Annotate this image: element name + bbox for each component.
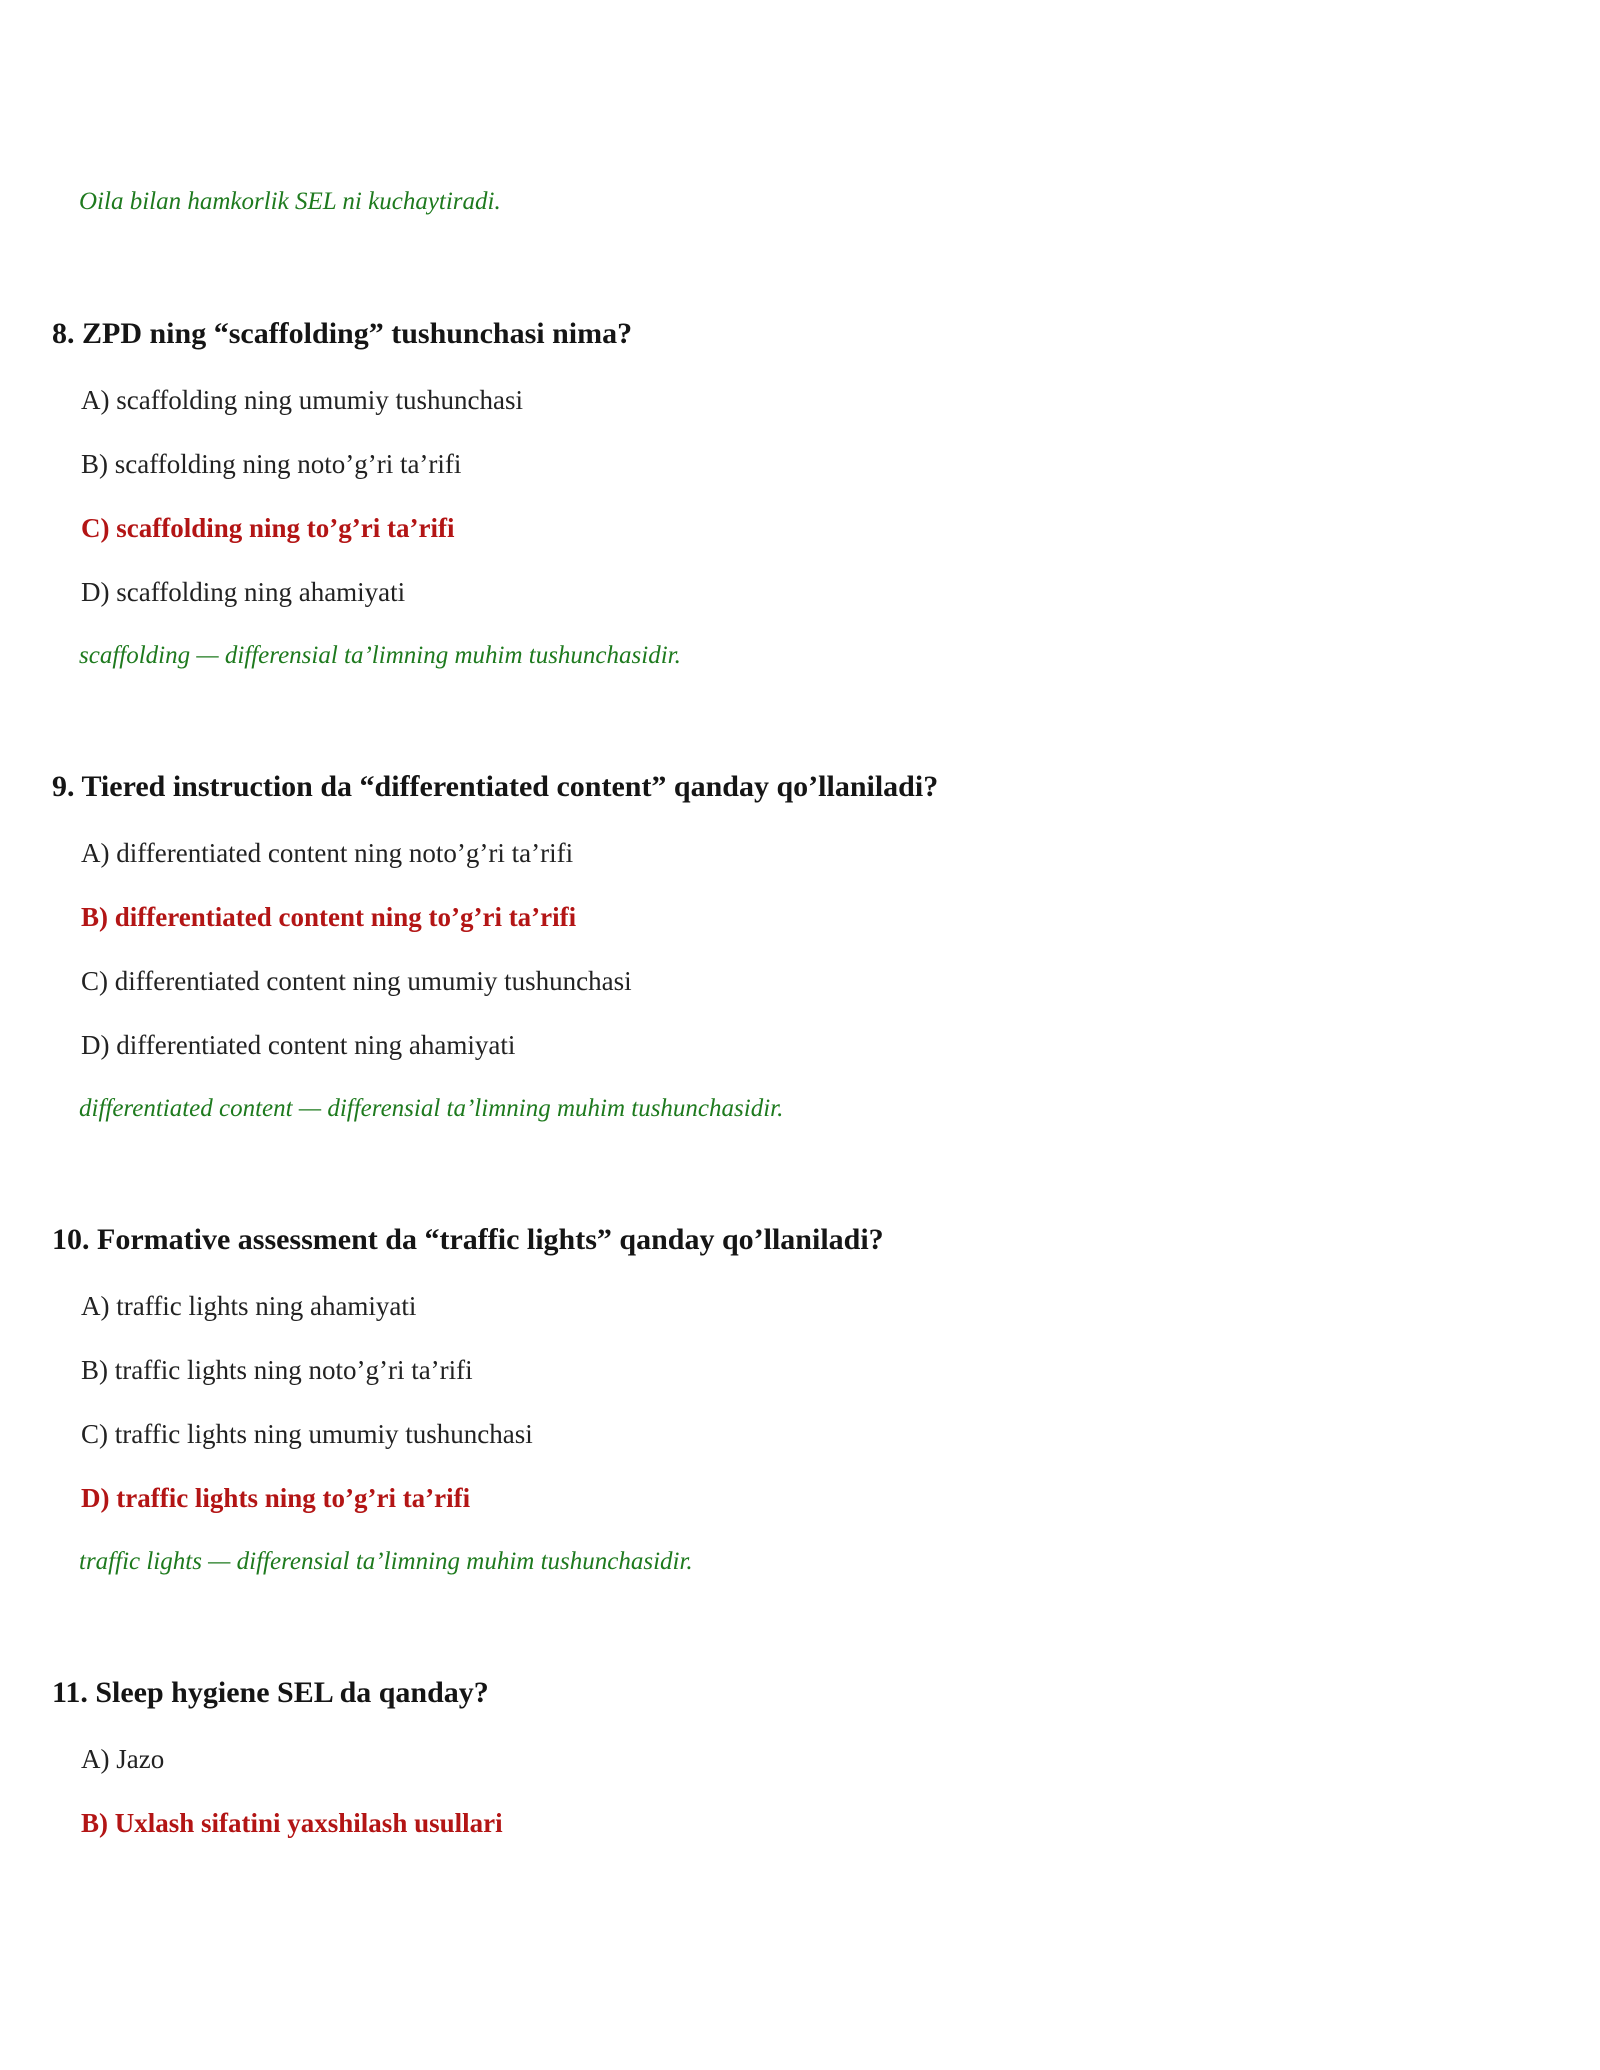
question-9-option-a: A) differentiated content ning noto’g’ri ta’rifi xyxy=(81,838,574,868)
question-8-option-d: D) scaffolding ning ahamiyati xyxy=(81,577,406,607)
question-11-title: 11. Sleep hygiene SEL da qanday? xyxy=(52,1676,489,1709)
question-10-option-b: B) traffic lights ning noto’g’ri ta’rifi xyxy=(81,1355,473,1385)
question-10-note: traffic lights — differensial ta’limning muhim tushunchasidir. xyxy=(79,1548,693,1575)
question-8-option-b: B) scaffolding ning noto’g’ri ta’rifi xyxy=(81,449,462,479)
question-10-option-d-correct: D) traffic lights ning to’g’ri ta’rifi xyxy=(81,1483,471,1513)
question-11-option-a: A) Jazo xyxy=(81,1744,165,1774)
question-10-title: 10. Formative assessment da “traffic lights” qanday qo’llaniladi? xyxy=(52,1223,884,1256)
question-10-option-c: C) traffic lights ning umumiy tushunchasi xyxy=(81,1419,533,1449)
intro-note: Oila bilan hamkorlik SEL ni kuchaytiradi. xyxy=(79,188,501,215)
question-9-option-d: D) differentiated content ning ahamiyati xyxy=(81,1030,516,1060)
question-9-option-b-correct: B) differentiated content ning to’g’ri ta’rifi xyxy=(81,902,577,932)
question-10-option-a: A) traffic lights ning ahamiyati xyxy=(81,1291,417,1321)
question-9-option-c: C) differentiated content ning umumiy tushunchasi xyxy=(81,966,632,996)
question-9-note: differentiated content — differensial ta’limning muhim tushunchasidir. xyxy=(79,1095,784,1122)
question-11-option-b-correct: B) Uxlash sifatini yaxshilash usullari xyxy=(81,1808,503,1838)
question-8-option-a: A) scaffolding ning umumiy tushunchasi xyxy=(81,385,523,415)
question-9-title: 9. Tiered instruction da “differentiated content” qanday qo’llaniladi? xyxy=(52,770,939,803)
question-8-title: 8. ZPD ning “scaffolding” tushunchasi nima? xyxy=(52,317,633,350)
question-8-note: scaffolding — differensial ta’limning muhim tushunchasidir. xyxy=(79,642,681,669)
question-8-option-c-correct: C) scaffolding ning to’g’ri ta’rifi xyxy=(81,513,455,543)
